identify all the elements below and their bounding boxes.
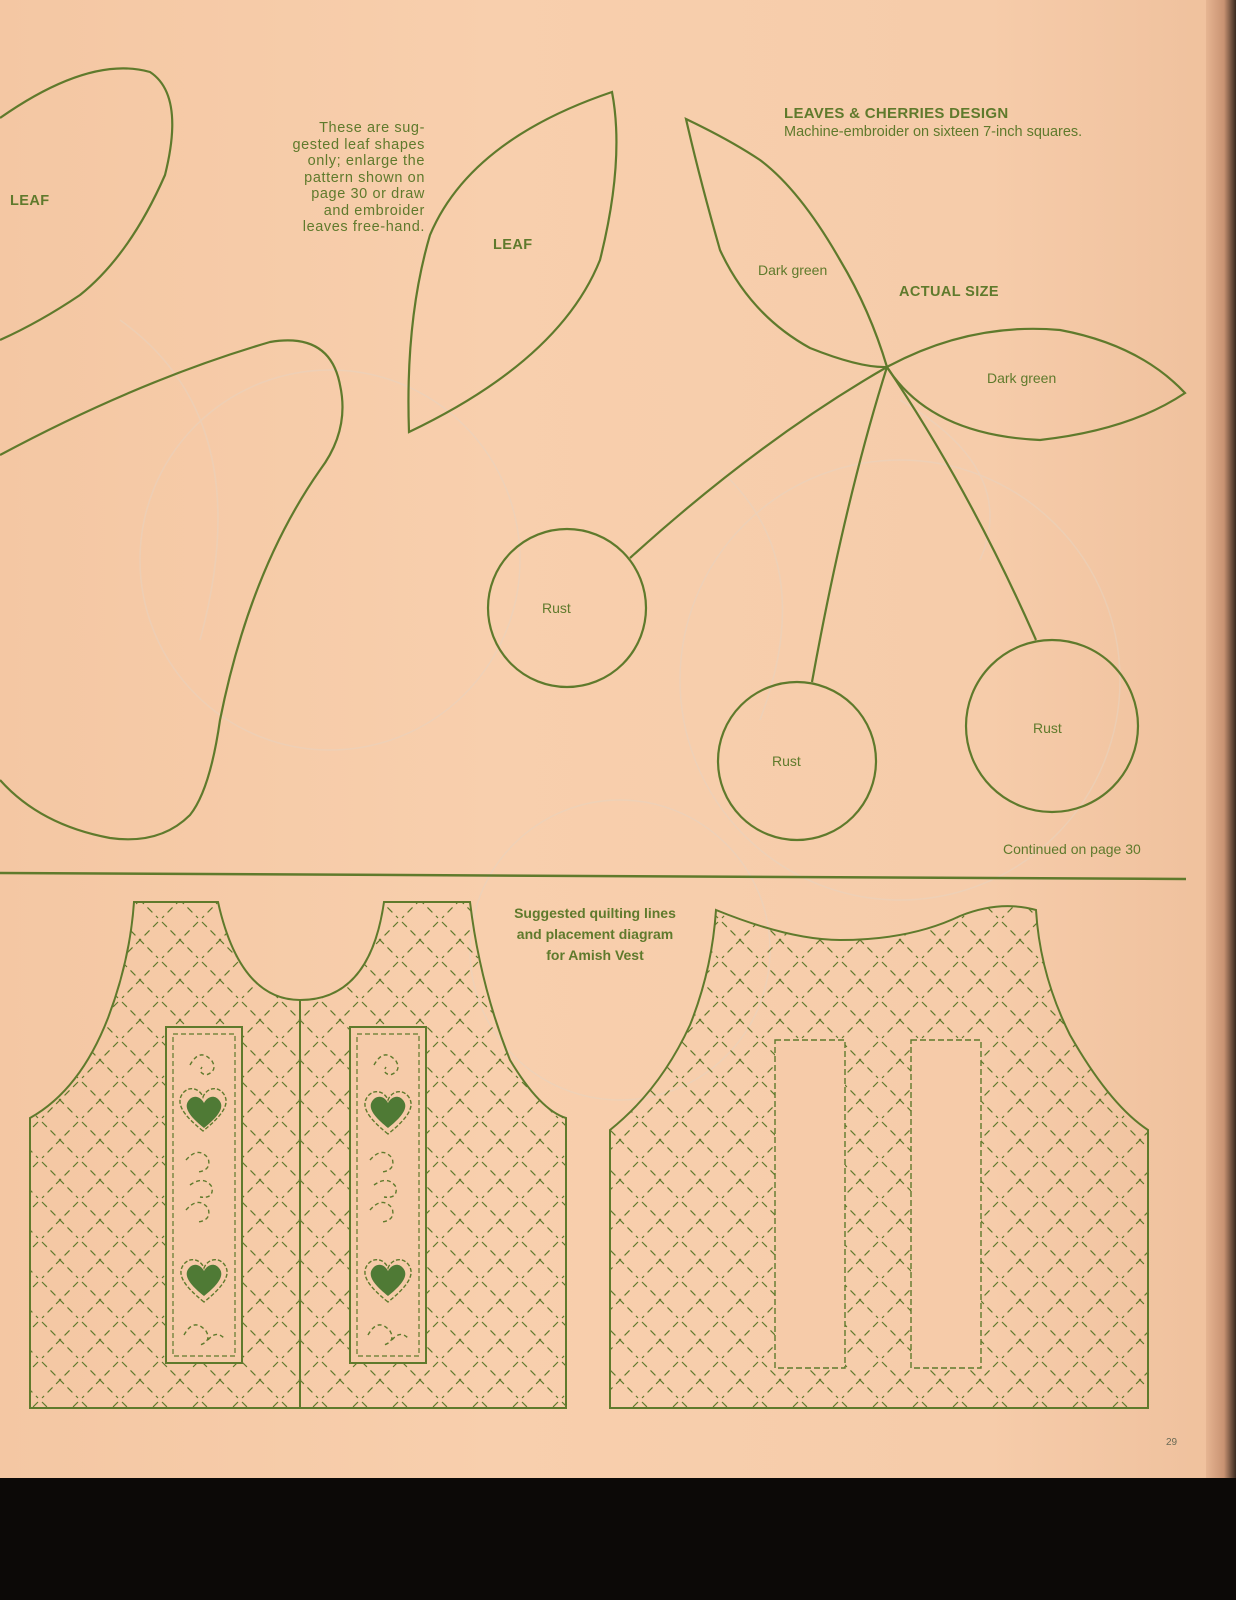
page-number: 29 bbox=[1166, 1437, 1178, 1448]
cherry-color-2: Rust bbox=[772, 753, 801, 769]
vest-front-diagram bbox=[20, 890, 580, 1420]
leaf-note: These are sug- gested leaf shapes only; enlarge the pattern shown on page 30 or draw and embroider leaves free-hand. bbox=[292, 120, 425, 235]
leaf-shape-3 bbox=[0, 340, 343, 839]
cherry-color-1: Rust bbox=[542, 600, 571, 616]
cherry-color-3: Rust bbox=[1033, 720, 1062, 736]
cherry-leaf-1 bbox=[686, 119, 887, 367]
leaf-shape-2 bbox=[408, 92, 616, 432]
design-subtitle: Machine-embroider on sixteen 7-inch squares. bbox=[784, 124, 1083, 140]
cherry-stem-2 bbox=[812, 367, 887, 682]
continued-note: Continued on page 30 bbox=[1003, 841, 1141, 857]
leaf-color-1: Dark green bbox=[758, 262, 828, 278]
cherry-stem-3 bbox=[887, 367, 1036, 640]
leaf-label-1: LEAF bbox=[10, 193, 50, 209]
vest-caption: Suggested quilting lines and placement diagram for Amish Vest bbox=[514, 905, 676, 963]
leaf-color-2: Dark green bbox=[987, 370, 1057, 386]
page-edge bbox=[1206, 0, 1236, 1478]
actual-size-label: ACTUAL SIZE bbox=[899, 284, 999, 300]
section-divider bbox=[0, 873, 1186, 879]
leaf-label-2: LEAF bbox=[493, 237, 533, 253]
design-title: LEAVES & CHERRIES DESIGN bbox=[784, 105, 1009, 122]
cherry-stem-1 bbox=[630, 367, 887, 558]
vest-back-diagram bbox=[600, 890, 1160, 1420]
